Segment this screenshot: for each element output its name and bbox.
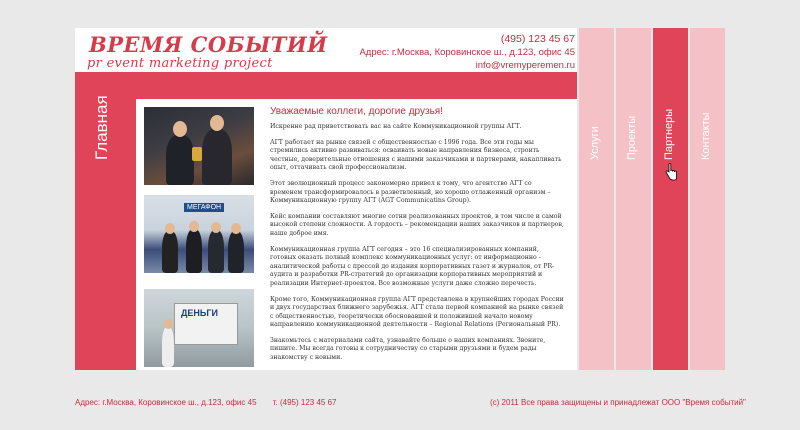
header-phone: (495) 123 45 67 — [500, 33, 575, 45]
welcome-text — [270, 106, 564, 370]
footer-contacts — [75, 398, 336, 407]
header-address: Адрес: г.Москва, Коровинское ш., д.123, офис 45 — [359, 47, 575, 58]
site-tagline: pr event marketing project — [87, 56, 273, 71]
header-email[interactable]: info@vremyperemen.ru — [475, 60, 575, 71]
paragraph: Искренне рад приветствовать вас на сайте Коммуникационной группы АГТ. — [270, 123, 522, 130]
nav-tab-partners[interactable] — [653, 28, 688, 370]
footer-copyright: (с) 2011 Все права защищены и принадлежат ООО "Время событий" — [490, 398, 746, 407]
nav-tab-main[interactable] — [75, 72, 135, 172]
paragraph: Знакомьтесь с материалами сайта, узнавайте больше о наших компаниях. Звоните, пишите. Мы всегда готовы к сотрудничеству со старыми друзьями и будем рады знакомству с новыми. — [270, 336, 546, 362]
paragraph: Кроме того, Коммуникационная группа АГТ представлена в крупнейших городах России и двух государствах ближнего зарубежья. АГТ стала первой компанией на рынке связей с общественностью, теоретически обосновавшей и положившей начало новому направлению коммуникационной деятельности – Regional Relations (Региональный PR). — [270, 295, 564, 329]
nav-tab-contacts[interactable] — [690, 28, 725, 370]
nav-tab-services[interactable] — [579, 28, 614, 370]
nav-tab-main-label: Главная — [92, 95, 111, 160]
footer-address: Адрес: г.Москва, Коровинское ш., д.123, офис 45 — [75, 398, 257, 407]
site-header — [75, 28, 577, 72]
nav-tab-partners-label: Партнеры — [663, 108, 675, 160]
nav-tab-projects-label: Проекты — [626, 115, 638, 160]
paragraph: АГТ работает на рынке связей с общественностью с 1996 года. Все эти годы мы стремились активно развиваться: осваивать новые направления бизнеса, строить честные, доверительные отношения с нашими заказчиками и партнерами, накапливать опыт, оттачивать свой профессионализм. — [270, 138, 562, 172]
presentation-screen-text: ДЕНЬГИ — [181, 308, 218, 318]
event-photo-3 — [144, 289, 254, 367]
paragraph: Кейс компании составляют многие сотни реализованных проектов, в том числе и самой высокой степени сложности. А гордость – рекомендации наших заказчиков и партнеров, наше доброе имя. — [270, 212, 564, 237]
event-photo-1 — [144, 107, 254, 185]
hand-cursor-icon — [665, 163, 677, 181]
paragraph: Коммуникационная группа АГТ сегодня – это 16 специализированных компаний, готовых оказать полный комплекс коммуникационных услуг: от информационно - аналитической работы с прессой до издания корпоративных газет и журналов, от PR-аудита и разработки PR-стратегий до организации корпоративных мероприятий и реализации Интернет-проектов. Все возможные услуги даже сложно перечесть. — [270, 245, 555, 287]
header-contacts — [359, 33, 575, 72]
greeting-heading: Уважаемые коллеги, дорогие друзья! — [270, 106, 443, 117]
event-photo-2 — [144, 195, 254, 273]
main-content — [136, 99, 577, 370]
nav-tab-projects[interactable] — [616, 28, 651, 370]
site-logo[interactable]: ВРЕМЯ СОБЫТИЙ — [89, 32, 328, 57]
paragraph: Этот эволюционный процесс закономерно привел к тому, что агентство АГТ со временем трансформировалось в разветвленный, но хорошо отлаженный организм – Коммуникационную группу АГТ (AGT Communicatins Group). — [270, 179, 551, 205]
nav-tab-contacts-label: Контакты — [700, 112, 712, 160]
nav-tab-services-label: Услуги — [589, 126, 601, 160]
megafon-logo: МЕГАФОН — [184, 203, 224, 212]
footer-phone: т. (495) 123 45 67 — [272, 398, 337, 407]
